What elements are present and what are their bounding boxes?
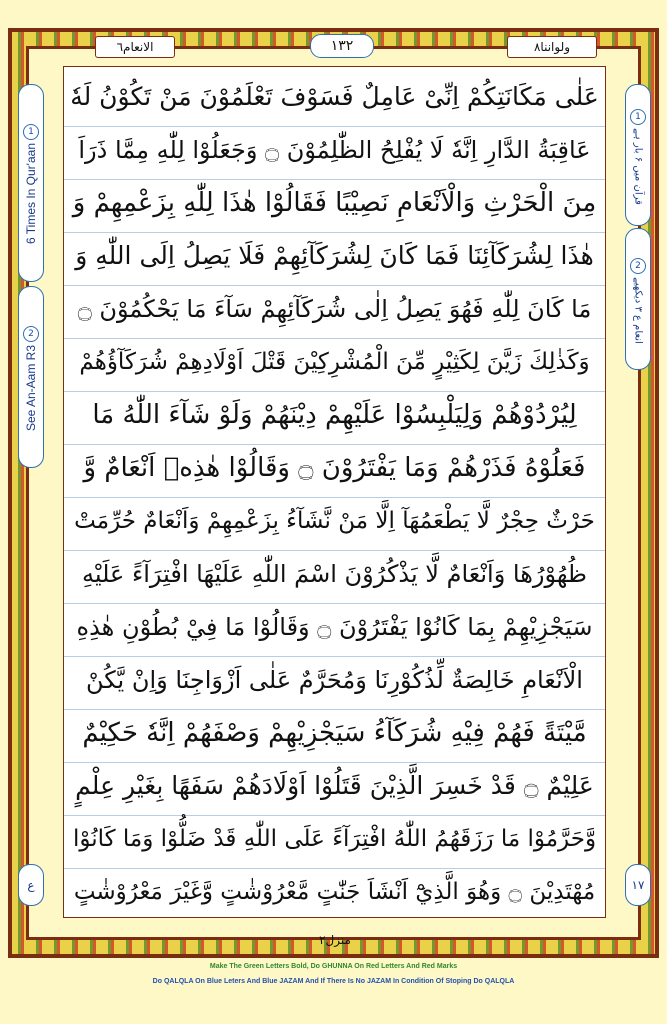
line-13: مَّيْتَةً فَهُمْ فِيْهِ شُرَكَآءُ سَيَجْزِيْهِمْ وَصْفَهُمْ اِنَّهٗ حَكِيْمٌ — [82, 717, 587, 748]
line-3: مِنَ الْحَرْثِ وَالْاَنْعَامِ نَصِيْبًا فَقَالُوْا هٰذَا لِلّٰهِ بِزَعْمِهِمْ وَ — [72, 187, 597, 218]
left-note-1-text: 6 Times In Qur'aan — [24, 143, 38, 245]
line-11: سَيَجْزِيْهِمْ بِمَا كَانُوْا يَفْتَرُوْنَ ۝ وَقَالُوْا مَا فِيْ بُطُوْنِ هٰذِهِ — [76, 612, 593, 641]
text-line — [64, 862, 605, 922]
juz-name: ولواننا٨ — [533, 40, 571, 54]
text-line — [64, 544, 605, 604]
line-12: الْاَنْعَامِ خَالِصَةٌ لِّذُكُوْرِنَا وَمُحَرَّمٌ عَلٰى اَزْوَاجِنَا وَاِنْ يَّكُنْ — [86, 665, 583, 694]
text-line — [64, 597, 605, 657]
right-ruku-marker — [625, 864, 651, 906]
left-side-panel — [16, 46, 44, 892]
right-note-2 — [625, 228, 651, 370]
text-line — [64, 332, 605, 392]
left-note-1-number: 1 — [23, 124, 39, 140]
line-15: وَّحَرَّمُوْا مَا رَزَقَهُمُ اللّٰهُ افْتِرَآءً عَلَى اللّٰهِ قَدْ ضَلُّوْا وَمَا كَانُوْا — [72, 825, 597, 852]
tajweed-instruction-1: Make The Green Letters Bold, Do GHUNNA On Red Letters And Red Marks — [209, 963, 458, 970]
right-note-2-number: 2 — [630, 258, 646, 274]
ruku-left-text: ع — [27, 878, 35, 892]
manzil-text: منزل٢ — [319, 933, 351, 947]
surah-name-box — [95, 36, 175, 58]
line-14: عَلِيْمٌ ۝ قَدْ خَسِرَ الَّذِيْنَ قَتَلُوْا اَوْلَادَهُمْ سَفَهًا بِغَيْرِ عِلْمٍ — [75, 771, 594, 800]
text-line — [64, 438, 605, 498]
text-line — [64, 385, 605, 445]
left-note-2 — [18, 286, 44, 468]
page-number: ١٣٢ — [330, 38, 354, 54]
line-8: فَعَلُوْهُ فَذَرْهُمْ وَمَا يَفْتَرُوْنَ ۝ وَقَالُوْا هٰذِهٖ اَنْعَامٌ وَّ — [83, 452, 586, 483]
text-line — [64, 279, 605, 339]
surah-name: الانعام٦ — [116, 40, 154, 54]
verse-text-area — [63, 66, 606, 918]
right-note-1-text: قرآن میں ۶ بار ہے — [632, 127, 644, 205]
right-note-2-text: انعام ع ۳ دیکھیے — [632, 276, 644, 344]
line-10: ظُهُوْرُهَا وَاَنْعَامٌ لَّا يَذْكُرُوْنَ اسْمَ اللّٰهِ عَلَيْهَا افْتِرَآءً عَلَيْهِ — [81, 559, 588, 588]
line-2: عَاقِبَةُ الدَّارِ اِنَّهٗ لَا يُفْلِحُ الظّٰلِمُوْنَ ۝ وَجَعَلُوْا لِلّٰهِ مِمَّا ذَرَاَ — [78, 135, 591, 164]
left-note-2-text: See An-Aam R3 — [24, 344, 38, 432]
line-5: مَا كَانَ لِلّٰهِ فَهُوَ يَصِلُ اِلٰى شُرَكَآئِهِمْ سَآءَ مَا يَحْكُمُوْنَ ۝ — [77, 294, 592, 323]
line-16: مُهْتَدِيْنَ ۝ وَهُوَ الَّذِيْٓ اَنْشَاَ جَنّٰتٍ مَّعْرُوْشٰتٍ وَّغَيْرَ مَعْرُوْشٰتٍ — [73, 879, 596, 905]
tajweed-instruction-2: Do QALQLA On Blue Leters And Blue JAZAM And If There Is No JAZAM In Condition Of Stoping Do QALQLA — [152, 978, 515, 985]
text-line — [64, 491, 605, 551]
page-number-box — [310, 34, 374, 58]
text-line — [64, 67, 605, 127]
right-side-panel — [623, 46, 651, 892]
line-4: هٰذَا لِشُرَكَآئِنَا فَمَا كَانَ لِشُرَكَآئِهِمْ فَلَا يَصِلُ اِلَى اللّٰهِ وَ — [75, 241, 594, 270]
line-7: لِيُرْدُوْهُمْ وَلِيَلْبِسُوْا عَلَيْهِمْ دِيْنَهُمْ وَلَوْ شَآءَ اللّٰهُ مَا — [92, 399, 577, 430]
left-ruku-marker — [18, 864, 44, 906]
right-note-1 — [625, 84, 651, 226]
text-line — [64, 120, 605, 180]
manzil-label — [300, 930, 370, 950]
text-line — [64, 809, 605, 869]
left-note-1 — [18, 84, 44, 282]
ruku-right-text: ١٧ — [631, 878, 645, 892]
juz-name-box — [507, 36, 597, 58]
text-line — [64, 226, 605, 286]
text-line — [64, 703, 605, 763]
right-note-1-number: 1 — [630, 109, 646, 125]
line-6: وَكَذٰلِكَ زَيَّنَ لِكَثِيْرٍ مِّنَ الْمُشْرِكِيْنَ قَتْلَ اَوْلَادِهِمْ شُرَكَآؤُهُمْ — [79, 348, 590, 375]
left-note-2-number: 2 — [23, 326, 39, 342]
line-9: حَرْثٌ حِجْرٌ لَّا يَطْعَمُهَآ اِلَّا مَنْ نَّشَآءُ بِزَعْمِهِمْ وَاَنْعَامٌ حُرِّمَتْ — [74, 507, 595, 534]
text-line — [64, 650, 605, 710]
text-line — [64, 173, 605, 233]
text-line — [64, 756, 605, 816]
line-1: عَلٰى مَكَانَتِكُمْ اِنِّىْ عَامِلٌ فَسَوْفَ تَعْلَمُوْنَ مَنْ تَكُوْنُ لَهٗ — [70, 82, 599, 111]
page-header — [0, 32, 667, 60]
